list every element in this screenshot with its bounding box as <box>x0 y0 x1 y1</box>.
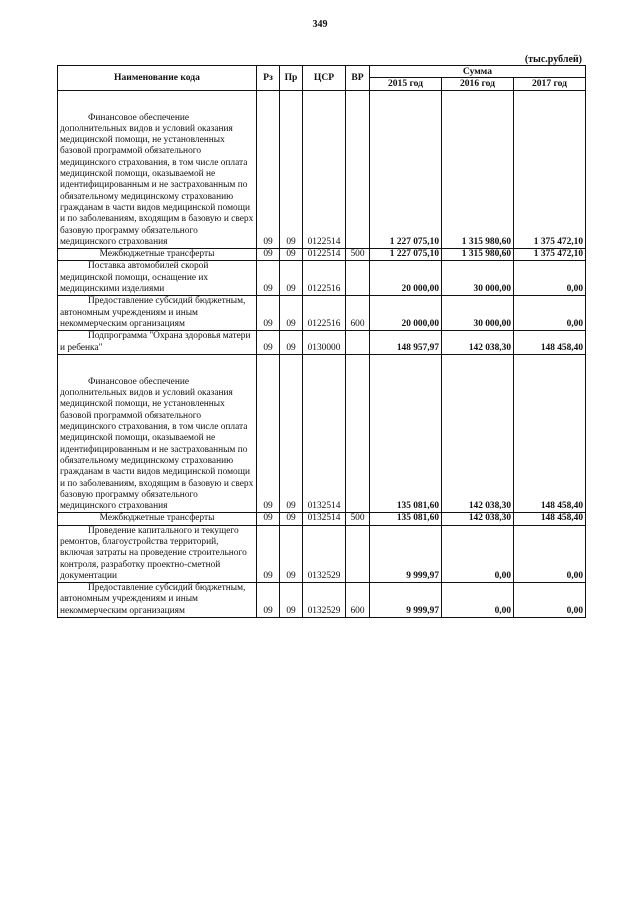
row-2017: 148 458,40 <box>514 354 586 513</box>
header-pr: Пр <box>280 66 303 91</box>
row-2016: 142 038,30 <box>442 513 514 525</box>
row-csr: 0132514 <box>303 354 346 513</box>
row-2017: 1 375 472,10 <box>514 249 586 261</box>
table-row <box>58 525 586 582</box>
row-vr: 600 <box>346 583 370 618</box>
row-2016: 0,00 <box>442 525 514 582</box>
row-2016: 30 000,00 <box>442 296 514 331</box>
row-rz: 09 <box>257 513 280 525</box>
row-pr: 09 <box>280 249 303 261</box>
row-csr: 0132514 <box>303 513 346 525</box>
row-name: Межбюджетные трансферты <box>58 513 257 525</box>
row-2017: 0,00 <box>514 261 586 296</box>
row-2015: 20 000,00 <box>370 296 442 331</box>
row-vr <box>346 331 370 355</box>
row-rz: 09 <box>257 90 280 249</box>
row-pr: 09 <box>280 525 303 582</box>
row-2015: 135 081,60 <box>370 513 442 525</box>
row-rz: 09 <box>257 331 280 355</box>
header-vr: ВР <box>346 66 370 91</box>
header-sum: Сумма <box>370 66 586 78</box>
table-row <box>58 513 586 525</box>
header-name: Наименование кода <box>58 66 257 91</box>
row-pr: 09 <box>280 90 303 249</box>
row-pr: 09 <box>280 261 303 296</box>
row-pr: 09 <box>280 331 303 355</box>
row-csr: 0132529 <box>303 583 346 618</box>
row-csr: 0122516 <box>303 261 346 296</box>
row-2017: 0,00 <box>514 525 586 582</box>
row-rz: 09 <box>257 354 280 513</box>
row-2017: 1 375 472,10 <box>514 90 586 249</box>
row-vr <box>346 354 370 513</box>
row-2015: 1 227 075,10 <box>370 249 442 261</box>
table-row <box>58 296 586 331</box>
row-2016: 142 038,30 <box>442 354 514 513</box>
row-pr: 09 <box>280 296 303 331</box>
row-vr: 600 <box>346 296 370 331</box>
row-2015: 148 957,97 <box>370 331 442 355</box>
row-2016: 1 315 980,60 <box>442 249 514 261</box>
header-2017: 2017 год <box>514 78 586 90</box>
row-2015: 20 000,00 <box>370 261 442 296</box>
table-row <box>58 354 586 513</box>
row-pr: 09 <box>280 583 303 618</box>
row-csr: 0122514 <box>303 249 346 261</box>
row-rz: 09 <box>257 249 280 261</box>
row-2016: 1 315 980,60 <box>442 90 514 249</box>
row-2015: 1 227 075,10 <box>370 90 442 249</box>
table-row <box>58 90 586 249</box>
row-name: Поставка автомобилей скорой медицинской помощи, оснащение их медицинскими изделиями <box>60 261 209 295</box>
row-2016: 30 000,00 <box>442 261 514 296</box>
row-2017: 0,00 <box>514 296 586 331</box>
row-2016: 0,00 <box>442 583 514 618</box>
row-2017: 148 458,40 <box>514 513 586 525</box>
row-csr: 0132529 <box>303 525 346 582</box>
row-rz: 09 <box>257 583 280 618</box>
row-pr: 09 <box>280 513 303 525</box>
row-vr <box>346 525 370 582</box>
row-pr: 09 <box>280 354 303 513</box>
row-vr: 500 <box>346 513 370 525</box>
row-2015: 9 999,97 <box>370 583 442 618</box>
row-2016: 142 038,30 <box>442 331 514 355</box>
table-row <box>58 261 586 296</box>
row-2017: 0,00 <box>514 583 586 618</box>
page-number: 349 <box>312 19 328 30</box>
row-vr: 500 <box>346 249 370 261</box>
budget-table <box>57 65 586 618</box>
header-csr: ЦСР <box>303 66 346 91</box>
row-name: Подпрограмма "Охрана здоровья матери и ребенка" <box>60 331 251 353</box>
row-name: Межбюджетные трансферты <box>58 249 257 261</box>
row-name: Проведение капитального и текущего ремонтов, благоустройства территорий, включая затраты на проведение строительного контроля, разработку проектно-сметной документации <box>60 525 247 581</box>
row-csr: 0122514 <box>303 90 346 249</box>
row-2015: 9 999,97 <box>370 525 442 582</box>
row-csr: 0122516 <box>303 296 346 331</box>
row-name: Финансовое обеспечение дополнительных видов и условий оказания медицинской помощи, не установленных базовой программой обязательного медицинского страхования, в том числе оплата медицинской помощи, оказываемой не идентифицированным и не застрахованным по обязательному медицинскому страхованию гражданам в части видов медицинской помощи и по заболеваниям, входящим в базовую и сверх базовую программу обязательного медицинского страхования <box>60 376 254 512</box>
table-row <box>58 331 586 355</box>
row-csr: 0130000 <box>303 331 346 355</box>
table-row <box>58 249 586 261</box>
row-rz: 09 <box>257 525 280 582</box>
table-row <box>58 583 586 618</box>
row-rz: 09 <box>257 296 280 331</box>
row-2015: 135 081,60 <box>370 354 442 513</box>
header-2015: 2015 год <box>370 78 442 90</box>
row-2017: 148 458,40 <box>514 331 586 355</box>
row-vr <box>346 261 370 296</box>
row-name: Предоставление субсидий бюджетным, автономным учреждениям и иным некоммерческим организациям <box>60 583 246 616</box>
row-name: Предоставление субсидий бюджетным, автономным учреждениям и иным некоммерческим организациям <box>60 296 246 329</box>
header-2016: 2016 год <box>442 78 514 90</box>
units-label: (тыс.рублей) <box>524 54 582 65</box>
row-vr <box>346 90 370 249</box>
header-rz: Рз <box>257 66 280 91</box>
row-rz: 09 <box>257 261 280 296</box>
row-name: Финансовое обеспечение дополнительных видов и условий оказания медицинской помощи, не установленных базовой программой обязательного медицинского страхования, в том числе оплата медицинской помощи, оказываемой не идентифицированным и не застрахованным по обязательному медицинскому страхованию гражданам в части видов медицинской помощи и по заболеваниям, входящим в базовую и сверх базовую программу обязательного медицинского страхования <box>60 112 254 247</box>
